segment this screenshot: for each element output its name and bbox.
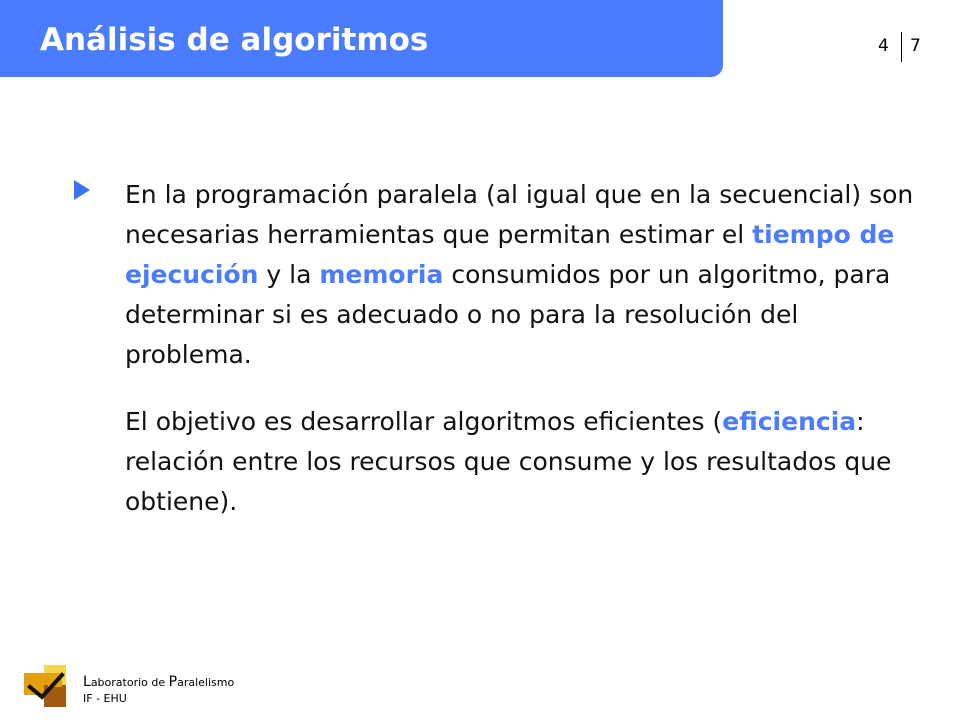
triangle-right-icon — [74, 180, 90, 200]
footer-text-part: aboratorio de — [90, 676, 169, 689]
paragraph-text: y la — [258, 260, 320, 289]
footer-text-part: aralelismo — [177, 676, 235, 689]
checkmark-logo-icon — [22, 665, 68, 707]
page-divider — [901, 32, 902, 62]
paragraph-tools — [125, 175, 915, 375]
paragraph-text: consumidos por un algoritmo, para determinar si es adecuado o no para la resolución del problema. — [125, 260, 891, 369]
footer-lab-name — [83, 674, 234, 707]
footer-lab-line — [83, 674, 234, 691]
page-current: 4 — [878, 36, 889, 56]
footer-initial: L — [83, 674, 91, 690]
paragraph-text: : relación entre los recursos que consume y los resultados que obtiene). — [125, 407, 892, 516]
footer-initial: P — [168, 674, 178, 690]
highlight-efficiency: eficiencia — [722, 407, 857, 436]
page-total: 7 — [910, 36, 921, 56]
title-banner — [0, 0, 723, 77]
highlight-execution-time: tiempo de ejecución — [125, 220, 895, 289]
paragraph-text: El objetivo es desarrollar algoritmos eficientes ( — [125, 407, 723, 436]
paragraph-text: En la programación paralela (al igual que en la secuencial) son necesarias herramientas que permitan estimar el — [125, 180, 914, 249]
paragraph-objective — [125, 402, 915, 522]
slide-title: Análisis de algoritmos — [40, 22, 429, 58]
footer-org: IF - EHU — [83, 692, 127, 705]
highlight-memory: memoria — [319, 260, 444, 289]
